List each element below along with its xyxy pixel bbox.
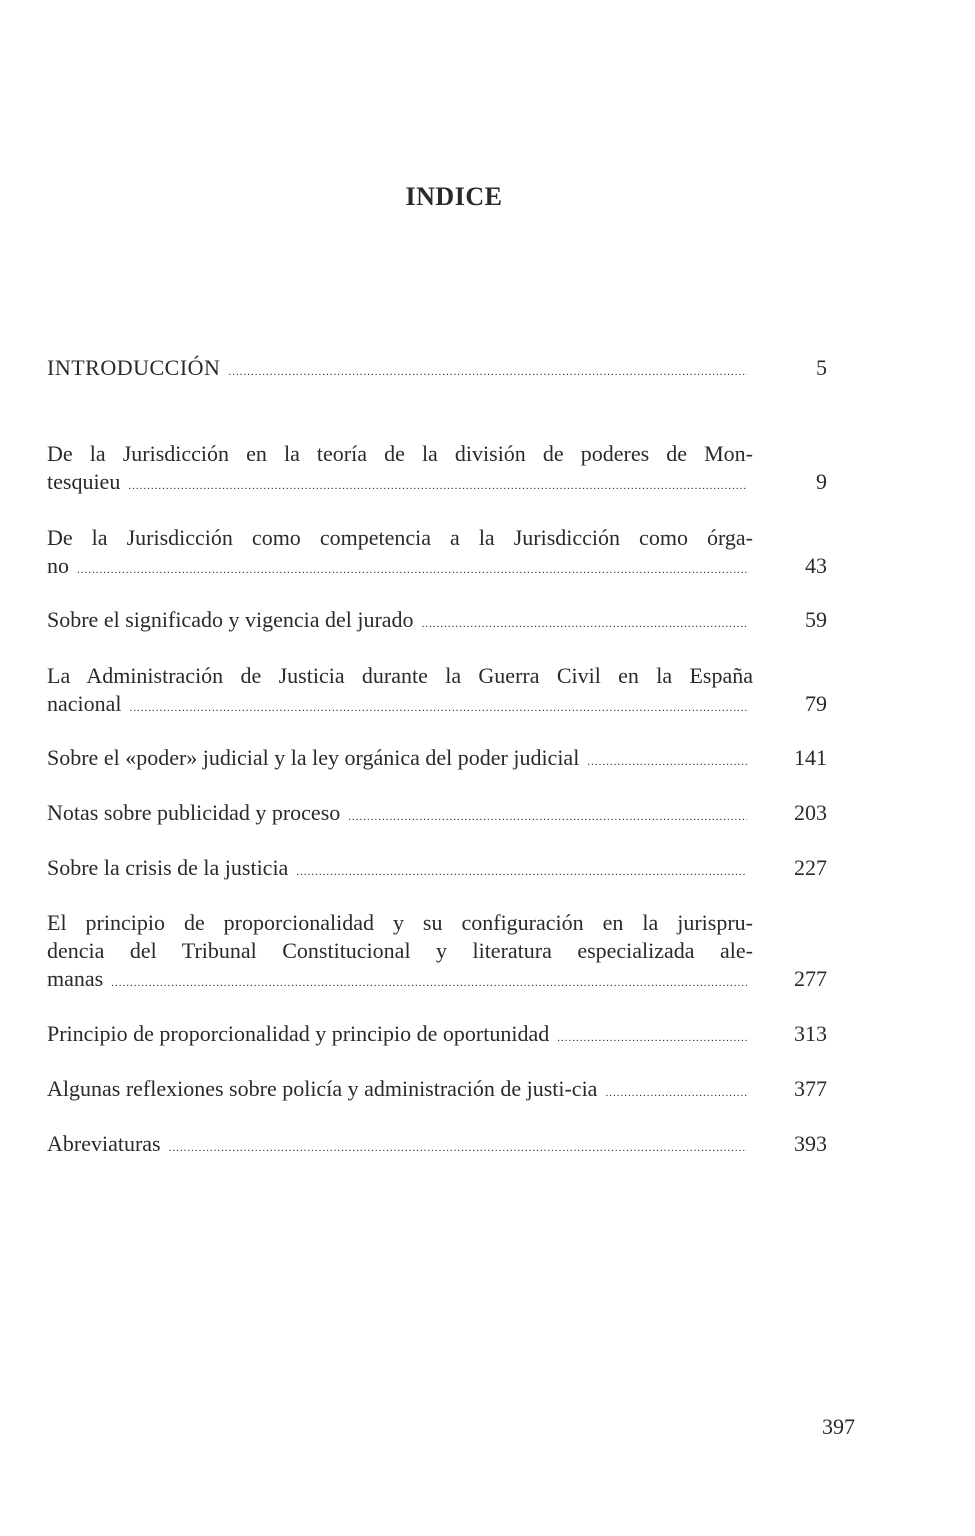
toc-entry-publicidad-proceso[interactable] [47,799,827,831]
toc-entry-title: Sobre el «poder» judicial y la ley orgánica del poder judicial [47,745,580,770]
toc-entry-proporcionalidad-oportunidad[interactable] [47,1020,827,1052]
toc-entry-page: 377 [794,1076,827,1101]
toc-entry-jurado[interactable] [47,606,827,638]
toc-entry-page: 5 [816,355,827,380]
toc-entry-abreviaturas[interactable] [47,1130,827,1162]
dot-leader [605,1079,747,1107]
toc-entry-title: Algunas reflexiones sobre policía y administración de justi-cia [47,1076,598,1101]
toc-entry-title: Abreviaturas [47,1131,161,1156]
toc-entry-introduccion[interactable] [47,354,827,386]
dot-leader [587,748,747,776]
dot-leader [77,556,747,584]
toc-entry-title-line: El principio de proporcionalidad y su configuración en la jurispru- [47,910,753,935]
toc-entry-title: Sobre el significado y vigencia del jurado [47,607,414,632]
toc-entry-title: INTRODUCCIÓN [47,355,221,380]
toc-entry-title-line: De la Jurisdicción en la teoría de la división de poderes de Mon- [47,441,753,466]
page-number: 397 [822,1414,855,1439]
toc-entry-title: manas [47,966,104,991]
toc-entry-title: tesquieu [47,469,121,494]
toc-entry-policia-justicia[interactable] [47,1075,827,1107]
toc-entry-page: 9 [816,469,827,494]
dot-leader [422,610,747,638]
toc-entry-guerra-civil[interactable] [47,662,827,722]
dot-leader [557,1024,747,1052]
toc-entry-jurisdiccion-montesquieu[interactable] [47,440,827,500]
toc-entry-proporcionalidad-tribunal[interactable] [47,909,827,997]
toc-entry-page: 59 [805,607,827,632]
toc-entry-page: 203 [794,800,827,825]
toc-entry-title-line: De la Jurisdicción como competencia a la Jurisdicción como órga- [47,525,753,550]
toc-entry-page: 141 [794,745,827,770]
toc-entry-page: 43 [805,553,827,578]
toc-entry-page: 277 [794,966,827,991]
dot-leader [296,858,747,886]
toc-entry-jurisdiccion-organo[interactable] [47,524,827,584]
toc-entry-page: 393 [794,1131,827,1156]
toc-entry-crisis-justicia[interactable] [47,854,827,886]
toc-entry-page: 313 [794,1021,827,1046]
dot-leader [348,803,747,831]
toc-entry-page: 79 [805,691,827,716]
toc-entry-title: Principio de proporcionalidad y principio de oportunidad [47,1021,550,1046]
toc-entry-title-line: La Administración de Justicia durante la Guerra Civil en la España [47,663,753,688]
toc-entry-page: 227 [794,855,827,880]
dot-leader [128,472,747,500]
toc-entry-title: no [47,553,69,578]
page-title: INDICE [405,182,503,211]
toc-entry-title: Notas sobre publicidad y proceso [47,800,341,825]
toc-entry-poder-judicial[interactable] [47,744,827,776]
toc-entry-title: nacional [47,691,122,716]
dot-leader [228,358,747,386]
dot-leader [130,694,747,722]
toc-entry-title-line: dencia del Tribunal Constitucional y literatura especializada ale- [47,938,753,963]
toc-entry-title: Sobre la crisis de la justicia [47,855,289,880]
dot-leader [111,969,747,997]
dot-leader [169,1134,747,1162]
